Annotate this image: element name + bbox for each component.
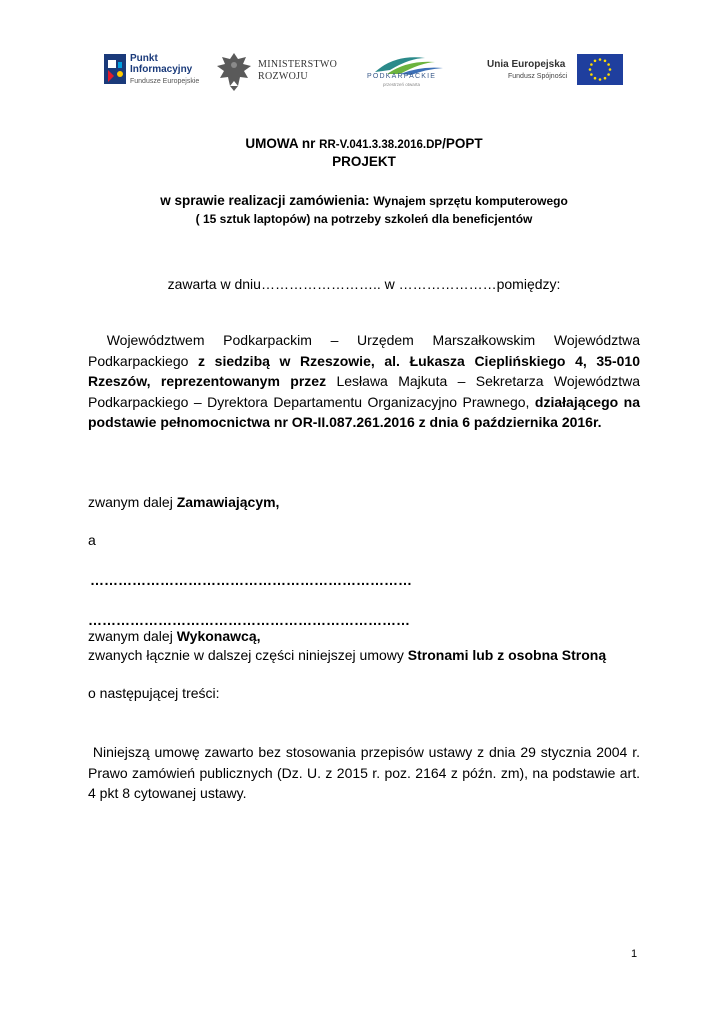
party-zamawiajacy-paragraph: Województwem Podkarpackim – Urzędem Marszałkowskim Województwa Podkarpackiego z siedzibą w Rzeszowie, al. Łukasza Cieplińskiego 4, 35-010 Rzeszów, reprezentowanym przez Lesława Majkuta – Sekretarza Województwa Podkarpackiego – Dyrektora Departamentu Organizacyjno Prawnego, działającego na podstawie pełnomocnictwa nr OR-II.087.261.2016 z dnia 6 października 2016r. [88,332,641,430]
punkt-informacyjny-logo-icon [104,54,126,84]
legal-basis-paragraph: Niniejszą umowę zawarto bez stosowania przepisów ustawy z dnia 29 stycznia 2004 r. Prawo zamówień publicznych (Dz. U. z 2015 r. poz. 2164 z późn. zm), na podstawie art. 4 pkt 8 cytowanej ustawy. [88,744,640,801]
projekt-title: PROJEKT [332,154,396,169]
blank-line-2: …………………………………………………………… [88,612,410,628]
eu-flag-icon [577,54,623,85]
unia-europejska-label: Unia Europejska [487,59,566,70]
contract-date-line: zawarta w dniu…………………….. w …………………pomiędzy: [167,276,561,292]
fundusz-spojnosci-label: Fundusz Spójności [508,73,568,80]
umowa-number-title: UMOWA nr RR-V.041.3.38.2016.DP/POPT [245,136,483,151]
conjunction-a: a [88,532,96,548]
podkarpackie-tagline: przestrzeń otwarta [383,82,421,87]
polish-eagle-icon [214,50,254,92]
subject-line-1: w sprawie realizacji zamówienia: Wynajem sprzętu komputerowego [160,193,568,208]
ministerstwo-rozwoju-label: MINISTERSTWO ROZWOJU [258,59,338,82]
fundusze-europejskie-label: Fundusze Europejskie [130,78,200,85]
subject-line-2: ( 15 sztuk laptopów) na potrzeby szkoleń dla beneficjentów [195,212,533,226]
wykonawca-line: zwanym dalej Wykonawcą, [88,628,261,644]
page-number: 1 [631,948,638,960]
punkt-informacyjny-label: Punkt Informacyjny [130,53,193,75]
podkarpackie-label: PODKARPACKIE [367,73,437,80]
blank-line-1: …………………………………………………………… [90,572,412,588]
strony-line: zwanych łącznie w dalszej części niniejszej umowy Stronami lub z osobna Stroną [88,647,607,663]
zamawiajacy-line: zwanym dalej Zamawiającym, [88,494,280,510]
header-logos [0,48,725,98]
tresci-line: o następującej treści: [88,685,220,701]
